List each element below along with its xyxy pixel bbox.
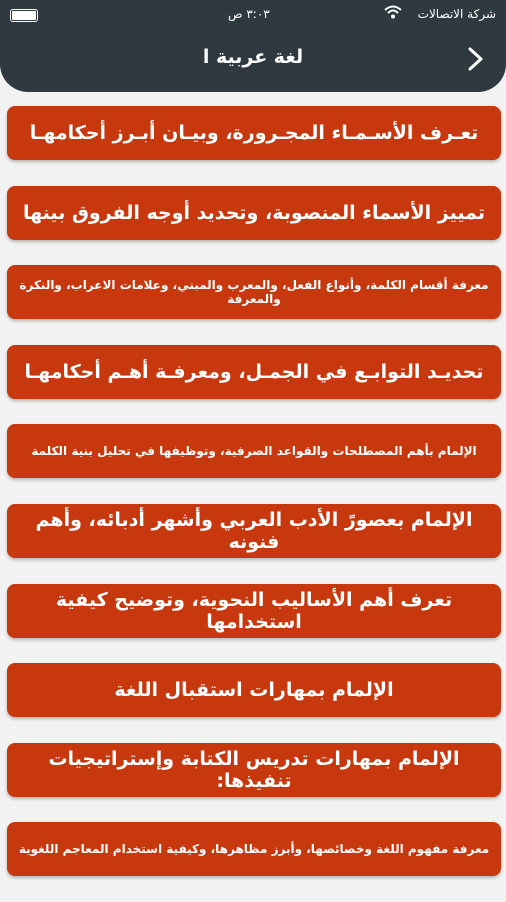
topics-list <box>7 106 501 902</box>
chevron-right-icon <box>464 45 488 73</box>
wifi-icon <box>384 5 402 22</box>
list-item[interactable]: الإلمام بأهم المصطلحات والقواعد الصرفية، وتوظيفها في تحليل بنية الكلمة <box>7 424 501 478</box>
app-header <box>0 0 506 92</box>
status-bar <box>0 4 506 26</box>
list-item[interactable]: الإلمام بمهارات استقبال اللغة <box>7 663 501 717</box>
clock: ٣:٠٣ ص <box>228 7 270 21</box>
battery-icon <box>10 9 38 22</box>
list-item[interactable]: معرفة أقسام الكلمة، وأنواع الفعل، والمعرب والمبني، وعلامات الاعراب، والنكرة والمعرفة <box>7 265 501 319</box>
list-item[interactable]: الإلمام بمهارات تدريس الكتابة وإستراتيجيات تنفيذها: <box>7 743 501 797</box>
list-item[interactable]: تعـرف الأسـمـاء المجـرورة، وبيـان أبـرز أحكامهـا <box>7 106 501 160</box>
page-title: لغة عربية ا <box>202 46 304 68</box>
list-item[interactable]: الإلمام بعصورً الأدب العربي وأشهر أدبائه، وأهم فنونه <box>7 504 501 558</box>
list-item[interactable]: تعرف أهم الأساليب النحوية، وتوضيح كيفية استخدامها <box>7 584 501 638</box>
list-item[interactable]: معرفة مفهوم اللغة وخصائصها، وأبرز مظاهرها، وكيفية استخدام المعاجم اللغوية <box>7 822 501 876</box>
list-item[interactable]: تمييز الأسماء المنصوبة، وتحديد أوجه الفروق بينها <box>7 186 501 240</box>
back-button[interactable] <box>464 45 488 73</box>
carrier-name: شركة الاتصالات <box>417 7 496 21</box>
list-item[interactable]: تحديـد التوابـع في الجمـل، ومعرفـة أهـم أحكامهـا <box>7 345 501 399</box>
